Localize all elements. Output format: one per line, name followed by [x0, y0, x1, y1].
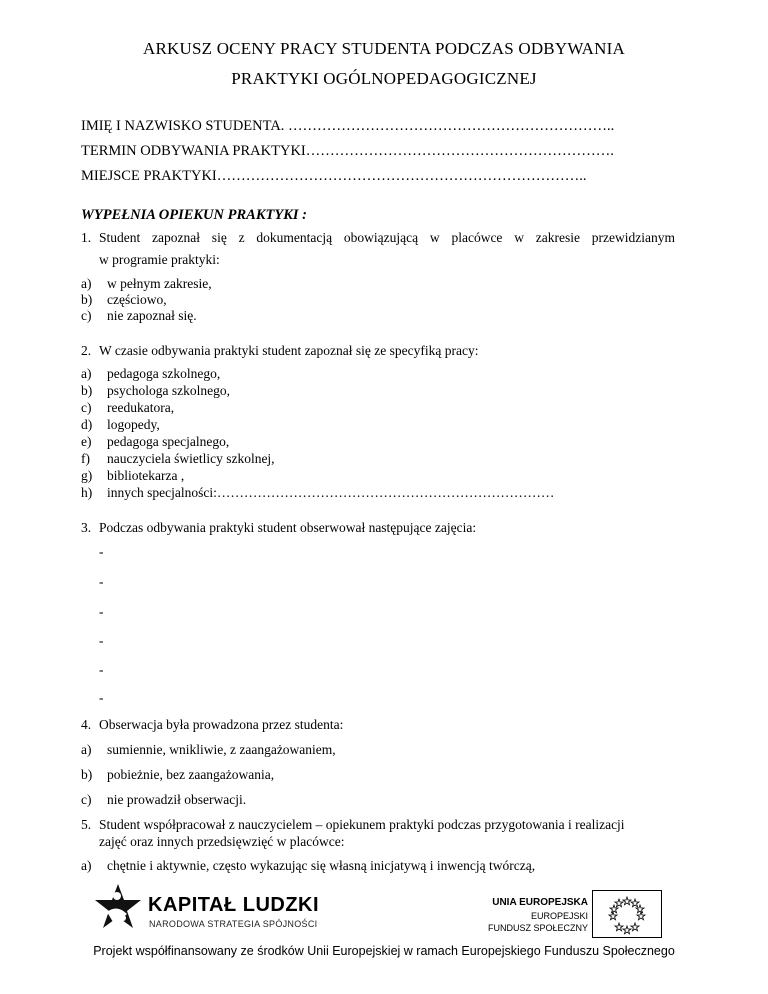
option-text: sumiennie, wnikliwie, z zaangażowaniem, [107, 742, 336, 757]
option-letter: h) [81, 485, 93, 500]
question-2-option-e [81, 434, 229, 450]
question-4-number: 4. [81, 717, 92, 732]
option-text: chętnie i aktywnie, często wykazując się własną inicjatywą i inwencją twórczą, [107, 858, 536, 873]
student-name-field: IMIĘ I NAZWISKO STUDENTA. ………………………………………………………….. [81, 118, 615, 134]
question-5-option-a [81, 858, 535, 874]
option-letter: g) [81, 468, 93, 483]
option-letter: c) [81, 308, 92, 323]
option-text: częściowo, [107, 292, 167, 307]
section-heading: WYPEŁNIA OPIEKUN PRAKTYKI : [81, 207, 307, 223]
kapital-ludzki-logo [93, 884, 143, 934]
option-letter: a) [81, 366, 92, 381]
option-letter: c) [81, 792, 92, 807]
observed-activity-line-5: - [99, 662, 104, 677]
option-text: nie zapoznał się. [107, 308, 197, 323]
question-2-option-b [81, 383, 230, 399]
question-2-number: 2. [81, 343, 92, 358]
question-5-text-line1: Student współpracował z nauczycielem – opiekunem praktyki podczas przygotowania i realizacji [99, 817, 625, 832]
question-2-text: W czasie odbywania praktyki student zapoznał się ze specyfiką pracy: [99, 343, 479, 358]
question-2-option-d [81, 417, 160, 433]
kapital-ludzki-title: KAPITAŁ LUDZKI [148, 894, 320, 916]
ue-fund-line2: FUNDUSZ SPOŁECZNY [487, 923, 588, 933]
question-2-option-c [81, 400, 174, 416]
option-letter: e) [81, 434, 92, 449]
option-text: logopedy, [107, 417, 160, 432]
question-1 [81, 230, 675, 246]
option-text: pedagoga szkolnego, [107, 366, 221, 381]
question-2 [81, 343, 478, 359]
document-title-line2: PRAKTYKI OGÓLNOPEDAGOGICZNEJ [231, 69, 537, 88]
question-2-option-a [81, 366, 220, 382]
option-letter: a) [81, 742, 92, 757]
option-letter: b) [81, 767, 93, 782]
question-3-number: 3. [81, 520, 92, 535]
question-3-text: Podczas odbywania praktyki student obserwował następujące zajęcia: [99, 520, 477, 535]
observed-activity-line-3: - [99, 604, 104, 619]
kapital-ludzki-star-icon [93, 884, 143, 934]
option-text: innych specjalności:………………………………………………………………… [107, 485, 555, 500]
question-1-option-a [81, 276, 212, 292]
question-1-option-c [81, 308, 197, 324]
question-5 [81, 817, 625, 833]
practice-place-field: MIEJSCE PRAKTYKI………………………………………………………………….. [81, 168, 587, 184]
project-cofinancing-note: Projekt współfinansowany ze środków Unii Europejskiej w ramach Europejskiego Funduszu Społecznego [93, 944, 675, 958]
option-text: w pełnym zakresie, [107, 276, 212, 291]
option-letter: f) [81, 451, 90, 466]
question-4 [81, 717, 343, 733]
question-4-option-a [81, 742, 336, 758]
question-5-number: 5. [81, 817, 92, 832]
question-1-number: 1. [81, 230, 92, 245]
question-4-option-b [81, 767, 274, 783]
option-letter: a) [81, 276, 92, 291]
eu-stars-icon [593, 891, 661, 937]
ue-fund-line1: EUROPEJSKI [530, 911, 588, 921]
option-text: nauczyciela świetlicy szkolnej, [107, 451, 275, 466]
observed-activity-line-1: - [99, 544, 104, 559]
question-1-text-line1: Student zapoznał się z dokumentacją obowiązującą w placówce w zakresie przewidzianym [99, 230, 675, 245]
kapital-ludzki-subtitle: NARODOWA STRATEGIA SPÓJNOŚCI [149, 919, 318, 929]
question-1-text-line2: w programie praktyki: [99, 252, 220, 267]
option-letter: a) [81, 858, 92, 873]
question-2-option-h [81, 485, 554, 501]
observed-activity-line-2: - [99, 574, 104, 589]
question-4-text: Obserwacja była prowadzona przez studenta: [99, 717, 344, 732]
option-text: nie prowadził obserwacji. [107, 792, 247, 807]
practice-term-field: TERMIN ODBYWANIA PRAKTYKI………………………………………………………. [81, 143, 614, 159]
option-text: pedagoga specjalnego, [107, 434, 230, 449]
option-text: reedukatora, [107, 400, 175, 415]
option-letter: d) [81, 417, 93, 432]
question-3 [81, 520, 476, 536]
option-text: psychologa szkolnego, [107, 383, 230, 398]
question-1-option-b [81, 292, 167, 308]
observed-activity-line-6: - [99, 690, 104, 705]
option-text: pobieżnie, bez zaangażowania, [107, 767, 275, 782]
document-title-line1: ARKUSZ OCENY PRACY STUDENTA PODCZAS ODBYWANIA [143, 39, 625, 58]
ue-title: UNIA EUROPEJSKA [492, 897, 588, 908]
option-text: bibliotekarza , [107, 468, 185, 483]
option-letter: b) [81, 292, 93, 307]
question-4-option-c [81, 792, 246, 808]
option-letter: b) [81, 383, 93, 398]
observed-activity-line-4: - [99, 633, 104, 648]
eu-flag [592, 890, 662, 938]
option-letter: c) [81, 400, 92, 415]
question-5-text-line2: zajęć oraz innych przedsięwzięć w placówce: [99, 834, 345, 849]
question-2-option-g [81, 468, 184, 484]
question-2-option-f [81, 451, 275, 467]
